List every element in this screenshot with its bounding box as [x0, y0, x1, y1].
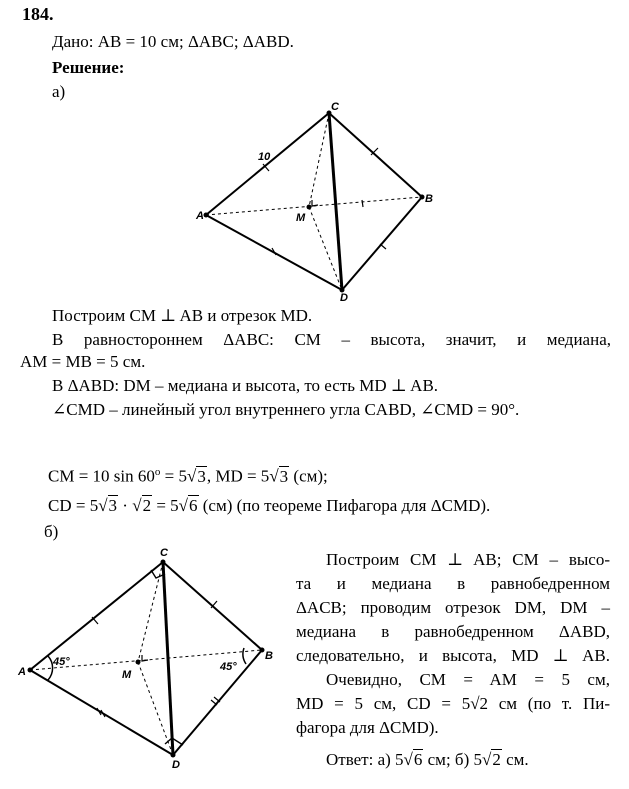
label-m-b: M — [122, 669, 132, 681]
tick-bd-b1 — [211, 700, 217, 705]
part-a-line-2: В равностороннем ΔABC: CM – высота, значит, и медиана, — [52, 330, 611, 349]
part-a-line-1: Построим CM ⊥ AB и отрезок MD. — [52, 306, 313, 325]
part-a-line-3: AM = MB = 5 см. — [20, 352, 146, 371]
given-line: Дано: AB = 10 см; ΔABC; ΔABD. — [52, 32, 294, 51]
edge-bd-b — [173, 650, 262, 755]
part-b-line-6: Очевидно, CM = AM = 5 см, — [326, 670, 610, 689]
label-d-b: D — [172, 759, 180, 771]
label-b: B — [425, 193, 433, 205]
part-a-label: а) — [52, 82, 66, 101]
formula-cd: CD = 5√3 · √2 = 5√6 (см) (по теореме Пифагора для ΔCMD). — [48, 496, 491, 515]
label-a: A — [196, 210, 204, 222]
edge-ac-b — [30, 562, 163, 670]
label-b-b: B — [265, 650, 273, 662]
part-a-line-4: В ΔABD: DM – медиана и высота, то есть MD ⊥ AB. — [52, 376, 439, 395]
part-b-line-4: медиана в равнобедренном ΔABD, — [296, 622, 610, 641]
arc-b — [243, 648, 246, 664]
problem-number: 184. — [22, 4, 54, 24]
label-d: D — [340, 292, 348, 304]
label-a-b: A — [18, 666, 26, 678]
formula-cm-md: CM = 10 $\sin 60^o = 5√3$, MD = 5√3 (см); — [48, 466, 328, 486]
label-angle-b: 45° — [220, 661, 237, 673]
answer-line: Ответ: а) 5√6 см; б) 5√2 см. — [326, 750, 529, 769]
solution-heading: Решение: — [52, 58, 125, 77]
label-m: M — [296, 212, 306, 224]
label-angle-a: 45° — [53, 656, 70, 668]
part-b-line-3: ΔACB; проводим отрезок DM, DM – — [296, 598, 610, 617]
edge-ad-b — [30, 670, 173, 755]
part-b-line-1: Построим CM ⊥ AB; CM – высо- — [326, 550, 610, 569]
right-angle-m — [142, 655, 148, 661]
label-side-10: 10 — [258, 151, 271, 163]
part-b-label: б) — [44, 522, 59, 541]
label-c: C — [331, 101, 339, 113]
part-b-line-7: MD = 5 см, CD = 5√2 см (по т. Пи- — [296, 694, 610, 713]
part-b-line-2: та и медиана в равнобедренном — [296, 574, 610, 593]
right-angle-d — [165, 738, 183, 745]
part-b-line-8: фагора для ΔCMD). — [296, 718, 439, 737]
part-a-line-5: ∠CMD – линейный угол внутреннего угла CABD, ∠CMD = 90°. — [52, 400, 520, 419]
label-c-b: C — [160, 547, 168, 559]
part-b-line-5: следовательно, и высота, MD ⊥ AB. — [296, 646, 610, 665]
